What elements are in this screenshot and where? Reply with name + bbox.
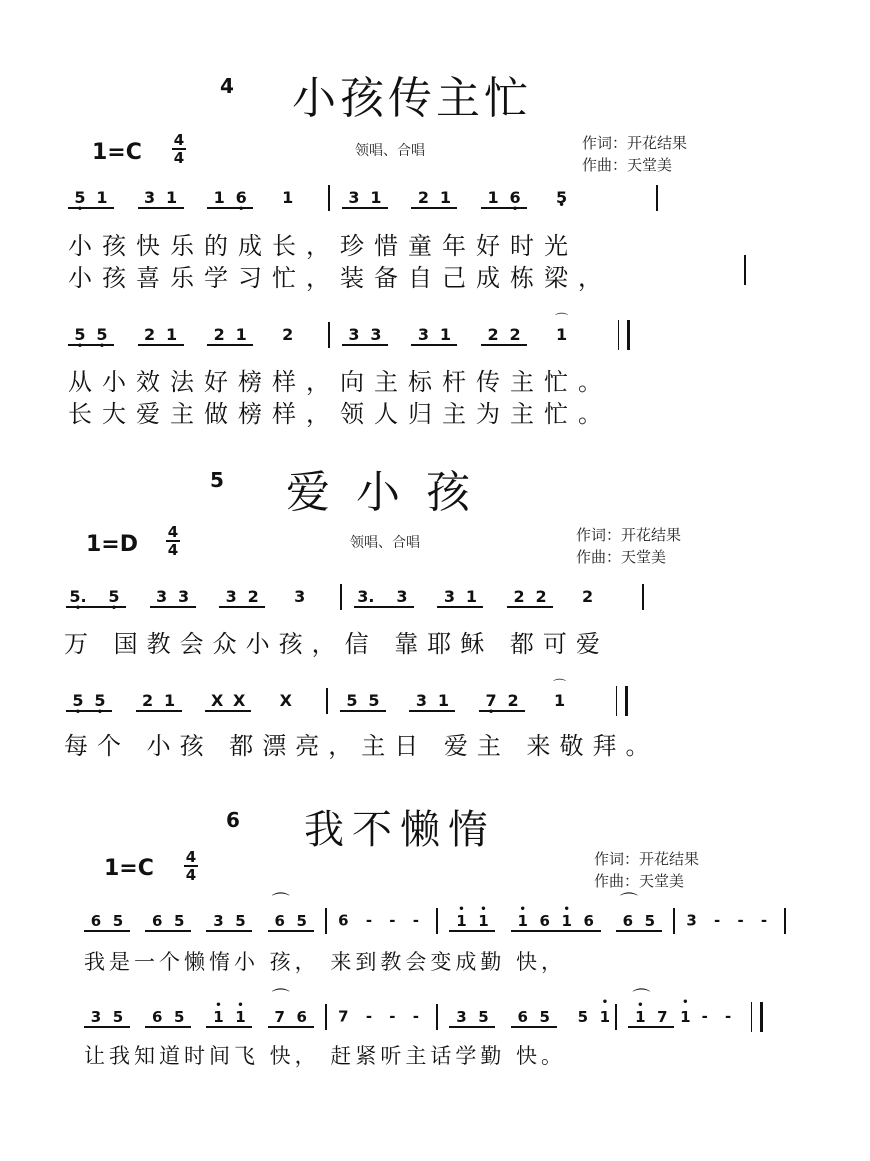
lyrics-line: 长大爱主做榜样，领人归主为主忙。 bbox=[68, 400, 612, 428]
time-bottom: 4 bbox=[173, 149, 185, 167]
note-group: 3 1 bbox=[138, 189, 184, 209]
note-group: • 1• 1 bbox=[206, 1008, 252, 1028]
note-group: - - bbox=[701, 1007, 738, 1026]
key-signature: 1=C bbox=[104, 856, 154, 881]
key-signature: 1=D bbox=[86, 532, 139, 557]
lyrics-line: 小孩快乐的成长，珍惜童年好时光 bbox=[68, 232, 578, 260]
note-group: 6 5 bbox=[145, 1008, 191, 1028]
time-bottom: 4 bbox=[185, 866, 197, 884]
song-number: 5 bbox=[210, 468, 224, 492]
note-group: ⌒ • 1 7 bbox=[628, 1008, 674, 1028]
note-group: 2 bbox=[582, 586, 594, 606]
note-group: 1 6 • bbox=[207, 189, 253, 209]
note-group: 3 5 bbox=[84, 1008, 130, 1028]
barline bbox=[436, 908, 438, 934]
notation-line: 3 5 6 5 • 1• 1 ⌒ 7 6 7 - - - 3 5 6 5 5• 1 ⌒ • 1 7• 1 - - bbox=[84, 1002, 763, 1032]
note-group: 5 • 5 • bbox=[68, 326, 114, 346]
song-title: 我不懒惰 bbox=[304, 807, 496, 853]
barline bbox=[744, 255, 746, 285]
barline bbox=[436, 1004, 438, 1030]
note-group: 3 1 bbox=[409, 692, 455, 712]
note-group: • 1 6• 1 6 bbox=[511, 912, 601, 932]
note-group: 7 - - - bbox=[338, 1007, 425, 1026]
note-group: 2 2 bbox=[507, 588, 553, 608]
note-group: 6 5 bbox=[511, 1008, 557, 1028]
note-group: 2 2 bbox=[481, 326, 527, 346]
note-group: 3 5 bbox=[449, 1008, 495, 1028]
notation-line bbox=[68, 320, 630, 350]
barline bbox=[328, 185, 330, 211]
credits bbox=[594, 848, 699, 892]
lyricist: 作词：开花结果 bbox=[582, 134, 688, 152]
note-group: X bbox=[279, 690, 292, 710]
note-group: 3. 3 bbox=[354, 588, 414, 608]
note-group: 2 1 bbox=[411, 189, 457, 209]
note-group: 2 1 bbox=[136, 692, 182, 712]
time-top: 4 bbox=[173, 131, 185, 149]
note-group: 2 1 bbox=[138, 326, 184, 346]
barline bbox=[340, 584, 342, 610]
note-group: 3 - - - bbox=[686, 911, 774, 930]
note-group: 3 bbox=[294, 586, 306, 606]
note-group: 3 1 bbox=[411, 326, 457, 346]
composer: 作曲：天堂美 bbox=[582, 156, 673, 174]
final-barline bbox=[751, 1002, 763, 1032]
barline bbox=[784, 908, 786, 934]
barline bbox=[325, 1004, 327, 1030]
notation-line bbox=[66, 584, 650, 610]
note-group: ⌒ 6 5 bbox=[616, 912, 662, 932]
note-group: 3 1 bbox=[437, 588, 483, 608]
note-group: X X bbox=[205, 692, 251, 712]
note-group: 5 • 1 bbox=[68, 189, 114, 209]
note-group: 1 6 • bbox=[481, 189, 527, 209]
credits bbox=[576, 524, 681, 568]
note-group: 3 2 bbox=[219, 588, 265, 608]
song-number: 6 bbox=[226, 808, 240, 832]
note-group: ⌒ 1 bbox=[551, 325, 573, 344]
lyrics-line: 让我知道时间飞 快， 赶紧听主话学勤 快。 bbox=[84, 1044, 567, 1068]
note-group: 7 • 2 bbox=[479, 692, 525, 712]
note-group: 1 bbox=[282, 187, 294, 207]
note-group: 5 • bbox=[551, 188, 573, 207]
lyrics-line: 小孩喜乐学习忙，装备自己成栋梁， bbox=[68, 264, 612, 292]
time-signature bbox=[166, 525, 180, 557]
note-group: • 1• 1 bbox=[449, 912, 495, 932]
credits bbox=[582, 132, 687, 176]
note-group: 2 bbox=[282, 324, 294, 344]
vocal-part: 领唱、合唱 bbox=[355, 143, 425, 159]
note-group: 5 5 bbox=[340, 692, 386, 712]
final-barline bbox=[616, 686, 628, 716]
barline bbox=[673, 908, 675, 934]
barline bbox=[642, 584, 644, 610]
note-group: 6 - - - bbox=[338, 911, 425, 930]
note-group: 3 5 bbox=[206, 912, 252, 932]
lyrics-line: 从小效法好榜样，向主标杆传主忙。 bbox=[68, 368, 612, 396]
note-group: 6 5 bbox=[84, 912, 130, 932]
lyricist: 作词：开花结果 bbox=[576, 526, 682, 544]
composer: 作曲：天堂美 bbox=[594, 872, 685, 890]
note-group: ⌒ 1 bbox=[549, 691, 571, 710]
note-group: 5• 1 bbox=[572, 1008, 594, 1026]
lyrics-line: 万 国教会众小孩，信 靠耶稣 都可爱 bbox=[64, 630, 609, 658]
time-signature bbox=[172, 133, 186, 165]
barline bbox=[328, 322, 330, 348]
song-title: 爱 小 孩 bbox=[286, 467, 476, 518]
note-group: 5. • 5 • bbox=[66, 588, 126, 608]
lyrics-line: 我是一个懒惰小 孩， 来到教会变成勤 快， bbox=[84, 950, 567, 974]
time-top: 4 bbox=[167, 523, 179, 541]
note-group: 5 • 5 • bbox=[66, 692, 112, 712]
note-group: 3 1 bbox=[342, 189, 388, 209]
notation-line bbox=[68, 185, 664, 211]
notation-line bbox=[84, 908, 792, 934]
song-number: 4 bbox=[220, 74, 234, 98]
lyricist: 作词：开花结果 bbox=[594, 850, 700, 868]
vocal-part: 领唱、合唱 bbox=[350, 535, 420, 551]
barline bbox=[656, 185, 658, 211]
notation-line bbox=[66, 686, 628, 716]
time-top: 4 bbox=[185, 848, 197, 866]
note-group: ⌒ 6 5 bbox=[268, 912, 314, 932]
note-group: 6 5 bbox=[145, 912, 191, 932]
song-title: 小孩传主忙 bbox=[292, 73, 532, 124]
time-signature bbox=[184, 850, 198, 882]
final-barline bbox=[618, 320, 630, 350]
barline bbox=[325, 908, 327, 934]
note-group: 3 3 bbox=[150, 588, 196, 608]
composer: 作曲：天堂美 bbox=[576, 548, 667, 566]
note-group: 3 3 bbox=[342, 326, 388, 346]
note-group: 2 1 bbox=[207, 326, 253, 346]
time-bottom: 4 bbox=[167, 541, 179, 559]
barline bbox=[326, 688, 328, 714]
note-group: ⌒ 7 6 bbox=[268, 1008, 314, 1028]
lyrics-line: 每个 小孩 都漂亮，主日 爱主 来敬拜。 bbox=[64, 732, 659, 760]
key-signature: 1=C bbox=[92, 140, 142, 165]
